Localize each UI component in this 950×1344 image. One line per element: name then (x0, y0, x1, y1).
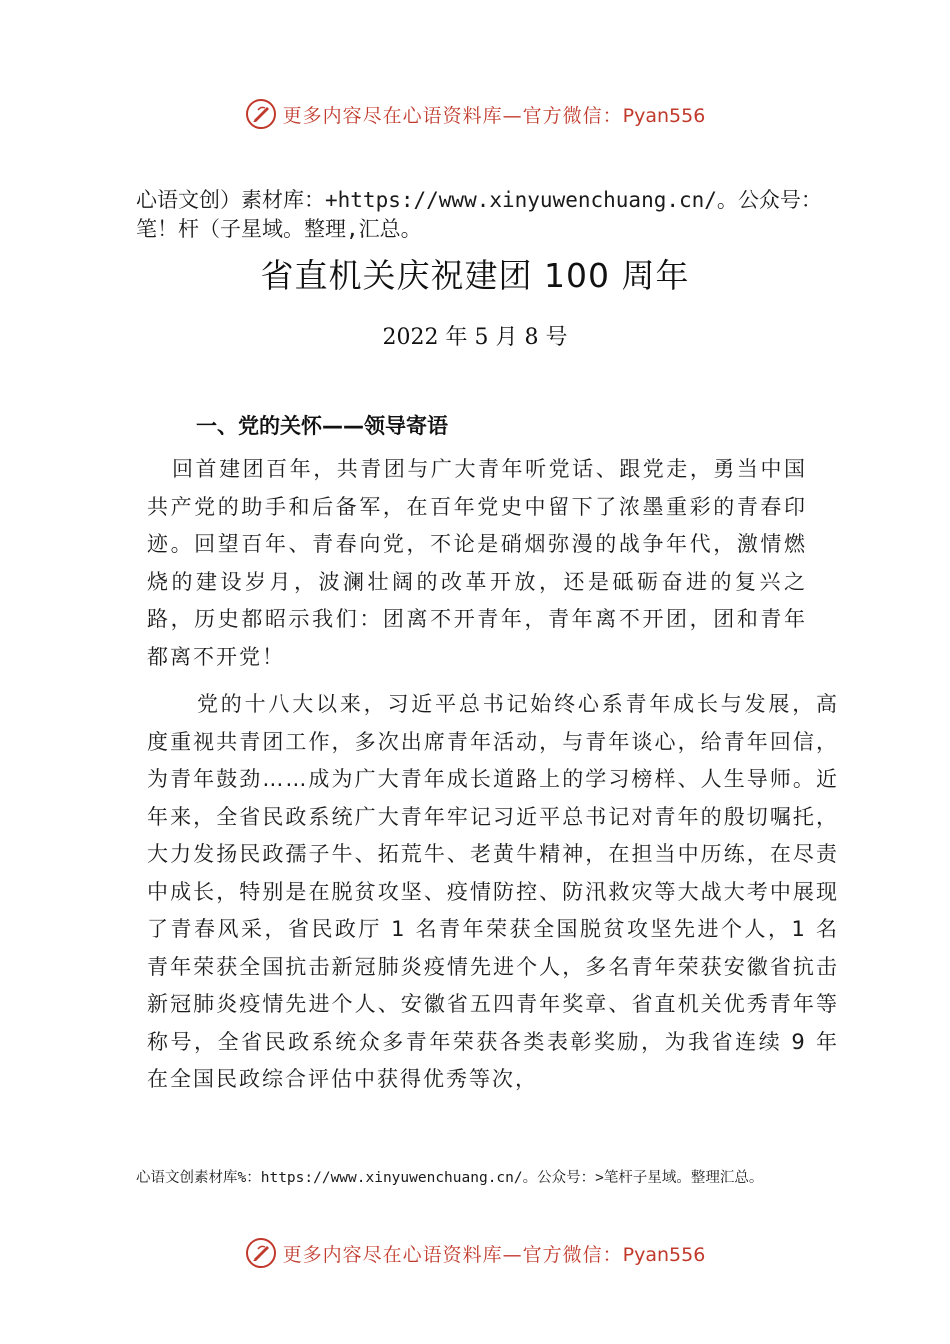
body-paragraph-1: 回首建团百年，共青团与广大青年听党话、跟党走，勇当中国共产党的助手和后备军，在百年党史中留下了浓墨重彩的青春印迹。回望百年、青春向党，不论是硝烟弥漫的战争年代，激情燃烧的建设岁月，波澜壮阔的改革开放，还是砥砺奋进的复兴之路，历史都昭示我们：团离不开青年，青年离不开团，团和青年都离不开党！ (147, 457, 807, 669)
source-note-top: 心语文创）素材库：+https://www.xinyuwenchuang.cn/。公众号：笔！杆（子星域。整理,汇总。 (136, 188, 822, 241)
bottom-banner (0, 1233, 950, 1273)
scroll-quill-logo-icon (245, 98, 277, 130)
banner-wechat-handle: Pyan556 (622, 1243, 706, 1266)
top-banner (0, 94, 950, 134)
banner-text: 更多内容尽在心语资料库—官方微信：Pyan556 (282, 1243, 706, 1266)
body-paragraph-2: 党的十八大以来，习近平总书记始终心系青年成长与发展，高度重视共青团工作，多次出席青年活动，与青年谈心，给青年回信，为青年鼓劲……成为广大青年成长道路上的学习榜样、人生导师。近年来，全省民政系统广大青年牢记习近平总书记对青年的殷切嘱托，大力发扬民政孺子牛、拓荒牛、老黄牛精神，在担当中历练，在尽责中成长，特别是在脱贫攻坚、疫情防控、防汛救灾等大战大考中展现了青春风采，省民政厅 1 名青年荣获全国脱贫攻坚先进个人，1 名青年荣获全国抗击新冠肺炎疫情先进个人，多名青年荣获安徽省抗击新冠肺炎疫情先进个人、安徽省五四青年奖章、省直机关优秀青年等称号，全省民政系统众多青年荣获各类表彰奖励，为我省连续 9 年在全国民政综合评估中获得优秀等次， (147, 692, 839, 1091)
banner-wechat-handle: Pyan556 (622, 104, 706, 127)
document-title: 省直机关庆祝建团 100 周年 (260, 256, 690, 295)
section-heading: 一、党的关怀——领导寄语 (196, 414, 448, 438)
source-note-bottom: 心语文创素材库%：https://www.xinyuwenchuang.cn/。公众号：>笔杆子星域。整理汇总。 (136, 1170, 764, 1186)
banner-text: 更多内容尽在心语资料库—官方微信：Pyan556 (282, 104, 706, 127)
document-date: 2022 年 5 月 8 号 (382, 325, 568, 350)
scroll-quill-logo-icon (245, 1237, 277, 1269)
